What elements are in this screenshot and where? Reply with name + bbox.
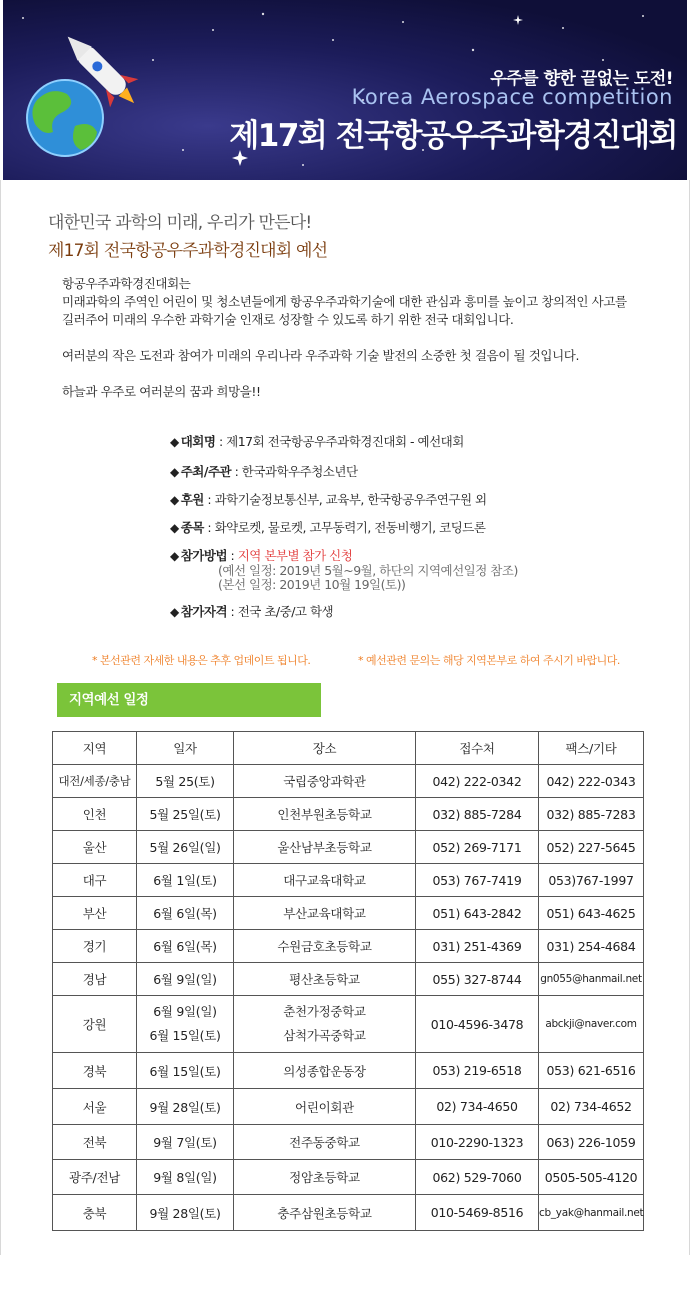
- earth-icon: [27, 80, 103, 156]
- region-cell: 인천: [53, 798, 137, 831]
- region-cell: 경북: [53, 1053, 137, 1089]
- fax-cell: 051) 643-4625: [539, 897, 644, 930]
- intro-paragraph-1: 항공우주과학경진대회는 미래과학의 주역인 어린이 및 청소년들에게 항공우주과학기술에 대한 관심과 흥미를 높이고 창의적인 사고를 길러주어 미래의 우수한 과학기술 인재로 성장할 수 있도록 하기 위한 전국 대회입니다.: [62, 276, 627, 327]
- regional-schedule-table: [52, 731, 644, 1231]
- intro-text: [62, 275, 662, 419]
- fax-cell: 063) 226-1059: [539, 1125, 644, 1160]
- contact-cell: 032) 885-7284: [416, 798, 539, 831]
- banner-slogan: 우주를 향한 끝없는 도전!: [490, 69, 673, 89]
- contact-cell: 010-5469-8516: [416, 1195, 539, 1231]
- list-item: ◆ 후원 : 과학기술정보통신부, 교육부, 한국항공우주연구원 외: [170, 492, 487, 507]
- venue-cell: 어린이회관: [234, 1089, 416, 1125]
- contact-cell: 010-2290-1323: [416, 1125, 539, 1160]
- venue-cell: 전주동중학교: [234, 1125, 416, 1160]
- region-cell: 부산: [53, 897, 137, 930]
- contact-cell: 02) 734-4650: [416, 1089, 539, 1125]
- date-cell: 6월 1일(토): [137, 864, 234, 897]
- table-row: [53, 897, 644, 930]
- date-cell: 6월 9일(일): [137, 963, 234, 996]
- list-item: ◆ 대회명 : 제17회 전국항공우주과학경진대회 - 예선대회: [170, 434, 464, 449]
- venue-cell: 인천부원초등학교: [234, 798, 416, 831]
- contact-cell: 055) 327-8744: [416, 963, 539, 996]
- email-cell[interactable]: gn055@hanmail.net: [539, 963, 644, 996]
- region-cell: 울산: [53, 831, 137, 864]
- fax-cell: 031) 254-4684: [539, 930, 644, 963]
- header-banner: [3, 0, 687, 180]
- diamond-bullet-icon: ◆: [170, 549, 179, 563]
- list-item: ◆ 참가자격 : 전국 초/중/고 학생: [170, 604, 334, 619]
- table-header-row: [53, 732, 644, 765]
- venue-cell: 울산남부초등학교: [234, 831, 416, 864]
- column-header: 접수처: [416, 732, 539, 765]
- fax-cell: 0505-505-4120: [539, 1160, 644, 1195]
- venue-cell: 의성종합운동장: [234, 1053, 416, 1089]
- email-cell[interactable]: cb_yak@hanmail.net: [539, 1195, 644, 1231]
- fax-cell: 053) 621-6516: [539, 1053, 644, 1089]
- column-header: 장소: [234, 732, 416, 765]
- list-item: ◆ 종목 : 화약로켓, 물로켓, 고무동력기, 전동비행기, 코딩드론: [170, 520, 486, 535]
- contact-cell: 010-4596-3478: [416, 996, 539, 1053]
- date-cell: 5월 25일(토): [137, 798, 234, 831]
- region-cell: 대전/세종/충남: [53, 765, 137, 798]
- date-cell: 6월 9일(일) 6월 15일(토): [137, 996, 234, 1053]
- table-row: [53, 1160, 644, 1195]
- table-row: [53, 1125, 644, 1160]
- table-row: [53, 1089, 644, 1125]
- date-cell: 9월 28일(토): [137, 1195, 234, 1231]
- table-row: [53, 1053, 644, 1089]
- preliminary-schedule-note: (예선 일정: 2019년 5월~9월, 하단의 지역예선일정 참조): [218, 563, 518, 578]
- date-cell: 9월 8일(일): [137, 1160, 234, 1195]
- list-item: ◆ 주최/주관 : 한국과학우주청소년단: [170, 464, 358, 479]
- table-row: [53, 996, 644, 1053]
- fax-cell: 053)767-1997: [539, 864, 644, 897]
- venue-cell: 국립중앙과학관: [234, 765, 416, 798]
- column-header: 지역: [53, 732, 137, 765]
- region-cell: 광주/전남: [53, 1160, 137, 1195]
- table-row: [53, 963, 644, 996]
- venue-cell: 충주삼원초등학교: [234, 1195, 416, 1231]
- venue-cell: 부산교육대학교: [234, 897, 416, 930]
- contact-cell: 051) 643-2842: [416, 897, 539, 930]
- diamond-bullet-icon: ◆: [170, 435, 179, 449]
- region-cell: 대구: [53, 864, 137, 897]
- contact-cell: 031) 251-4369: [416, 930, 539, 963]
- diamond-bullet-icon: ◆: [170, 465, 179, 479]
- table-row: [53, 798, 644, 831]
- column-header: 일자: [137, 732, 234, 765]
- intro-paragraph-2: 여러분의 작은 도전과 참여가 미래의 우리나라 우주과학 기술 발전의 소중한 첫 걸음이 될 것입니다.: [62, 348, 580, 363]
- venue-cell: 대구교육대학교: [234, 864, 416, 897]
- region-cell: 충북: [53, 1195, 137, 1231]
- diamond-bullet-icon: ◆: [170, 605, 179, 619]
- schedule-heading: 지역예선 일정: [57, 683, 321, 717]
- date-cell: 6월 15일(토): [137, 1053, 234, 1089]
- diamond-bullet-icon: ◆: [170, 521, 179, 535]
- final-round-note: * 본선관련 자세한 내용은 추후 업데이트 됩니다.: [92, 654, 311, 667]
- venue-cell: 춘천가정중학교 삼척가곡중학교: [234, 996, 416, 1053]
- region-cell: 경기: [53, 930, 137, 963]
- date-cell: 6월 6일(목): [137, 930, 234, 963]
- contact-cell: 053) 767-7419: [416, 864, 539, 897]
- region-cell: 경남: [53, 963, 137, 996]
- venue-cell: 평산초등학교: [234, 963, 416, 996]
- date-cell: 9월 7일(토): [137, 1125, 234, 1160]
- fax-cell: 042) 222-0343: [539, 765, 644, 798]
- contact-cell: 042) 222-0342: [416, 765, 539, 798]
- region-cell: 강원: [53, 996, 137, 1053]
- venue-cell: 수원금호초등학교: [234, 930, 416, 963]
- registration-method: 지역 본부별 참가 신청: [237, 548, 353, 563]
- fax-cell: 02) 734-4652: [539, 1089, 644, 1125]
- list-item: ◆ 참가방법 : 지역 본부별 참가 신청 (예선 일정: 2019년 5월~9월, 하단의 지역예선일정 참조) (본선 일정: 2019년 10월 19일(토)): [170, 548, 518, 592]
- column-header: 팩스/기타: [539, 732, 644, 765]
- banner-english-title: Korea Aerospace competition: [351, 85, 673, 109]
- fax-cell: 032) 885-7283: [539, 798, 644, 831]
- headline: 대한민국 과학의 미래, 우리가 만든다!: [48, 213, 312, 233]
- fax-cell: 052) 227-5645: [539, 831, 644, 864]
- banner-title: 제17회 전국항공우주과학경진대회: [229, 118, 677, 154]
- venue-cell: 정암초등학교: [234, 1160, 416, 1195]
- table-row: [53, 864, 644, 897]
- date-cell: 5월 25(토): [137, 765, 234, 798]
- table-row: [53, 1195, 644, 1231]
- inquiry-note: * 예선관련 문의는 해당 지역본부로 하여 주시기 바랍니다.: [358, 654, 620, 667]
- table-row: [53, 765, 644, 798]
- intro-paragraph-3: 하늘과 우주로 여러분의 꿈과 희망을!!: [62, 384, 261, 399]
- diamond-bullet-icon: ◆: [170, 493, 179, 507]
- table-row: [53, 930, 644, 963]
- date-cell: 6월 6일(목): [137, 897, 234, 930]
- table-row: [53, 831, 644, 864]
- region-cell: 서울: [53, 1089, 137, 1125]
- left-border: [0, 180, 1, 1255]
- contact-cell: 053) 219-6518: [416, 1053, 539, 1089]
- email-cell[interactable]: abckji@naver.com: [539, 996, 644, 1053]
- event-subtitle: 제17회 전국항공우주과학경진대회 예선: [48, 241, 328, 261]
- date-cell: 9월 28일(토): [137, 1089, 234, 1125]
- date-cell: 5월 26일(일): [137, 831, 234, 864]
- final-schedule-note: (본선 일정: 2019년 10월 19일(토)): [218, 577, 406, 592]
- contact-cell: 052) 269-7171: [416, 831, 539, 864]
- region-cell: 전북: [53, 1125, 137, 1160]
- contact-cell: 062) 529-7060: [416, 1160, 539, 1195]
